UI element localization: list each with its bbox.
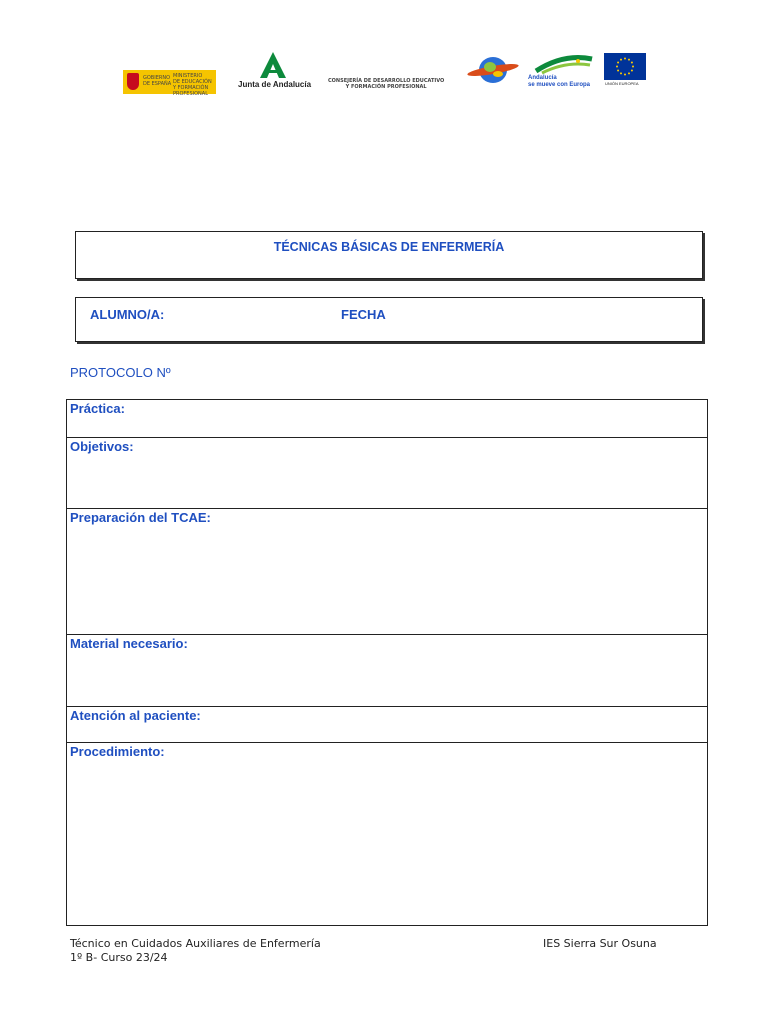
eu-flag-icon bbox=[604, 53, 646, 80]
eu-star-icon bbox=[628, 72, 630, 74]
row-objetivos[interactable] bbox=[67, 438, 707, 509]
eu-logo bbox=[603, 53, 647, 93]
eu-star-icon bbox=[617, 62, 619, 64]
eu-name: UNIÓN EUROPEA bbox=[605, 81, 639, 86]
eu-star-icon bbox=[624, 58, 626, 60]
page-title: TÉCNICAS BÁSICAS DE ENFERMERÍA bbox=[273, 240, 505, 254]
ministry-line3: Y FORMACIÓN PROFESIONAL bbox=[173, 85, 209, 97]
spain-shield-icon bbox=[127, 73, 139, 90]
gobierno-logo bbox=[123, 70, 216, 97]
junta-a-icon bbox=[258, 50, 288, 80]
eu-star-icon bbox=[631, 62, 633, 64]
eu-star-icon bbox=[624, 74, 626, 76]
row-procedimiento[interactable] bbox=[67, 743, 707, 925]
andalucia-line2: se mueve con Europa bbox=[528, 82, 591, 88]
row-practica[interactable] bbox=[67, 400, 707, 438]
footer-course: Técnico en Cuidados Auxiliares de Enfermería bbox=[70, 937, 321, 950]
andalucia-swoosh-icon bbox=[534, 53, 594, 75]
eu-star-icon bbox=[620, 59, 622, 61]
row-label-practica: Práctica: bbox=[70, 401, 125, 416]
row-label-atencion: Atención al paciente: bbox=[70, 708, 201, 723]
ministry-line1: MINISTERIO bbox=[173, 73, 203, 79]
title-box bbox=[75, 231, 703, 279]
fecha-label: FECHA bbox=[341, 307, 386, 322]
row-preparacion[interactable] bbox=[67, 509, 707, 635]
row-label-procedimiento: Procedimiento: bbox=[70, 744, 165, 759]
footer-group: 1º B- Curso 23/24 bbox=[70, 951, 168, 964]
protocolo-label: PROTOCOLO Nº bbox=[70, 365, 171, 380]
row-material[interactable] bbox=[67, 635, 707, 707]
consejeria-line2: Y FORMACIÓN PROFESIONAL bbox=[345, 84, 427, 90]
andalucia-europa-logo bbox=[528, 53, 596, 93]
andalucia-line1: Andalucía bbox=[528, 75, 557, 81]
row-atencion[interactable] bbox=[67, 707, 707, 743]
eu-star-icon bbox=[631, 70, 633, 72]
consejeria-line1: CONSEJERÍA DE DESARROLLO EDUCATIVO bbox=[328, 78, 445, 84]
eu-star-icon bbox=[632, 66, 634, 68]
gobierno-line1: GOBIERNO bbox=[143, 75, 171, 81]
eu-star-icon bbox=[628, 59, 630, 61]
junta-logo bbox=[238, 50, 312, 92]
eu-star-icon bbox=[616, 66, 618, 68]
protocol-form-table bbox=[66, 399, 708, 926]
globe-logo-icon bbox=[466, 55, 520, 85]
row-label-material: Material necesario: bbox=[70, 636, 188, 651]
alumno-label: ALUMNO/A: bbox=[90, 307, 165, 322]
footer-school: IES Sierra Sur Osuna bbox=[543, 937, 657, 950]
eu-star-icon bbox=[620, 72, 622, 74]
eu-star-icon bbox=[617, 70, 619, 72]
junta-name: Junta de Andalucía bbox=[238, 80, 312, 89]
row-label-preparacion: Preparación del TCAE: bbox=[70, 510, 211, 525]
consejeria-logo bbox=[328, 78, 444, 90]
ministry-line2: DE EDUCACIÓN bbox=[173, 79, 212, 85]
student-box bbox=[75, 297, 703, 342]
row-label-objetivos: Objetivos: bbox=[70, 439, 134, 454]
gobierno-line2: DE ESPAÑA bbox=[143, 81, 172, 87]
